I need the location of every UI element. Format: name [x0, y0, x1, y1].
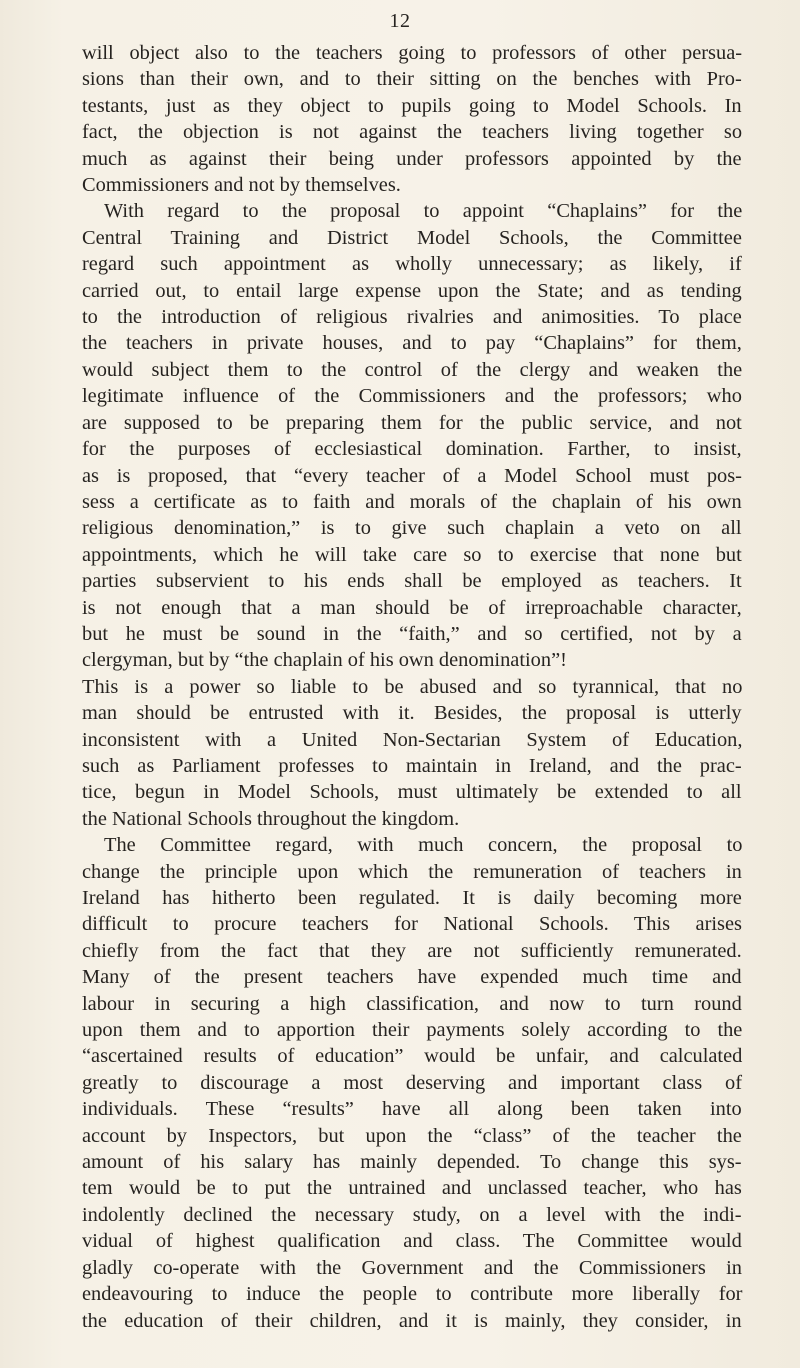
- text-line: to the introduction of religious rivalries and animosities. To place: [82, 306, 742, 329]
- text-line: legitimate influence of the Commissioners and the professors; who: [82, 385, 742, 408]
- text-line: the National Schools throughout the kingdom.: [82, 807, 460, 830]
- text-line: This is a power so liable to be abused and so tyrannical, that no: [82, 675, 743, 698]
- page-number: 12: [389, 10, 411, 32]
- text-line: carried out, to entail large expense upon the State; and as tending: [82, 279, 742, 302]
- text-line: the education of their children, and it is mainly, they consider, in: [82, 1309, 742, 1332]
- text-line: change the principle upon which the remuneration of teachers in: [82, 860, 742, 883]
- text-line: man should be entrusted with it. Besides, the proposal is utterly: [82, 702, 742, 725]
- body-text: [82, 40, 742, 1334]
- text-line: regard such appointment as wholly unnecessary; as likely, if: [82, 253, 742, 276]
- text-line: Central Training and District Model Schools, the Committee: [82, 226, 742, 249]
- text-line: inconsistent with a United Non-Sectarian System of Education,: [82, 728, 743, 751]
- text-line: With regard to the proposal to appoint “Chaplains” for the: [104, 200, 743, 223]
- text-line: would subject them to the control of the clergy and weaken the: [82, 358, 743, 381]
- text-line: labour in securing a high classification, and now to turn round: [82, 992, 742, 1015]
- text-line: testants, just as they object to pupils going to Model Schools. In: [82, 94, 742, 117]
- text-line: parties subservient to his ends shall be employed as teachers. It: [82, 570, 742, 593]
- text-line: upon them and to apportion their payments solely according to the: [82, 1019, 743, 1042]
- text-line: tice, begun in Model Schools, must ultimately be extended to all: [82, 781, 742, 804]
- text-line: vidual of highest qualification and class. The Committee would: [82, 1230, 742, 1253]
- text-line: such as Parliament professes to maintain in Ireland, and the prac-: [82, 754, 742, 777]
- text-line: much as against their being under professors appointed by the: [82, 147, 742, 170]
- text-line: greatly to discourage a most deserving and important class of: [82, 1071, 742, 1094]
- text-line: are supposed to be preparing them for the public service, and not: [82, 411, 742, 434]
- text-line: will object also to the teachers going to professors of other persua-: [82, 42, 743, 64]
- text-line: but he must be sound in the “faith,” and so certified, not by a: [82, 622, 742, 645]
- text-line: sions than their own, and to their sitting on the benches with Pro-: [82, 68, 742, 91]
- text-line: appointments, which he will take care so to exercise that none but: [82, 543, 742, 566]
- text-line: gladly co-operate with the Government and the Commissioners in: [82, 1256, 742, 1279]
- text-line: fact, the objection is not against the teachers living together so: [82, 121, 743, 144]
- text-line: endeavouring to induce the people to contribute more liberally for: [82, 1283, 743, 1306]
- text-line: religious denomination,” is to give such chaplain a veto on all: [82, 517, 742, 540]
- text-line: “ascertained results of education” would be unfair, and calculated: [82, 1045, 743, 1068]
- text-line: account by Inspectors, but upon the “class” of the teacher the: [82, 1124, 742, 1147]
- text-line: tem would be to put the untrained and unclassed teacher, who has: [82, 1177, 742, 1200]
- text-line: individuals. These “results” have all along been taken into: [82, 1098, 742, 1121]
- text-line: sess a certificate as to faith and morals of the chaplain of his own: [82, 490, 742, 513]
- text-line: clergyman, but by “the chaplain of his own denomination”!: [82, 649, 567, 672]
- text-line: amount of his salary has mainly depended. To change this sys-: [82, 1151, 742, 1174]
- text-line: difficult to procure teachers for National Schools. This arises: [82, 913, 742, 936]
- text-line: for the purposes of ecclesiastical domination. Farther, to insist,: [82, 438, 742, 461]
- text-line: Commissioners and not by themselves.: [82, 174, 401, 197]
- text-line: The Committee regard, with much concern, the proposal to: [104, 834, 743, 857]
- text-line: Many of the present teachers have expended much time and: [82, 966, 742, 989]
- text-line: the teachers in private houses, and to pay “Chaplains” for them,: [82, 332, 742, 355]
- text-line: chiefly from the fact that they are not sufficiently remunerated.: [82, 939, 742, 962]
- text-line: is not enough that a man should be of irreproachable character,: [82, 596, 742, 619]
- text-line: Ireland has hitherto been regulated. It is daily becoming more: [82, 887, 742, 909]
- text-line: as is proposed, that “every teacher of a Model School must pos-: [82, 464, 742, 487]
- text-line: indolently declined the necessary study, on a level with the indi-: [82, 1203, 742, 1226]
